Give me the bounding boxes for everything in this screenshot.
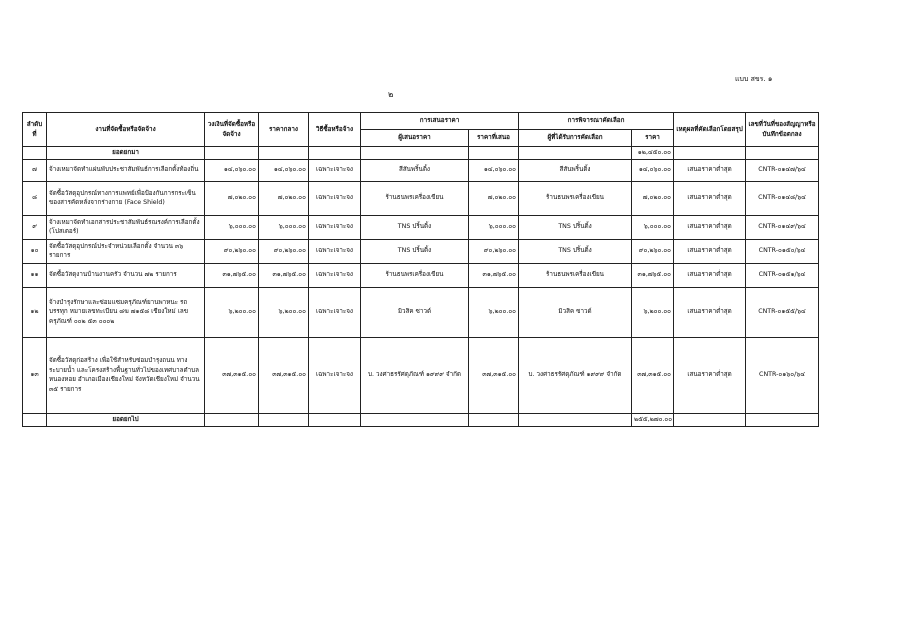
cell-no: ๗: [23, 159, 47, 181]
cell-median: ๙๐,๒๖๐.๐๐: [259, 239, 309, 263]
cell-work: จัดซื้อวัสดุก่อสร้าง เพื่อใช้สำหรับซ่อมบำรุงถนน ทางระบายน้ำ และโครงสร้างพื้นฐานทั่วไปของเทศบาลตำบลหนองหอย อำเภอเมืองเชียงใหม่ จังหวัดเชียงใหม่ จำนวน ๓๕ รายการ: [47, 337, 205, 413]
header-row: [23, 113, 819, 130]
cell-median: ๖,๒๐๐.๐๐: [259, 287, 309, 337]
cell: [519, 413, 632, 426]
cell: [746, 147, 819, 160]
cell-price: ๖,๐๐๐.๐๐: [632, 215, 674, 239]
cell: [674, 413, 746, 426]
cell-bid-price: ๓๑,๗๖๕.๐๐: [469, 263, 519, 287]
header-price: ราคา: [632, 130, 674, 147]
cell: [23, 147, 47, 160]
cell-no: ๑๑: [23, 263, 47, 287]
header-contract: เลขที่วันที่ของสัญญาหรือบันทึกข้อตกลง: [746, 113, 819, 147]
cell: [309, 413, 361, 426]
cell-reason: เสนอราคาต่ำสุด: [674, 239, 746, 263]
cell-work: จ้างเหมาจัดทำเอกสารประชาสัมพันธ์รณรงค์การเลือกตั้ง (โปสเตอร์): [47, 215, 205, 239]
cell: [309, 147, 361, 160]
cell-budget: ๖,๐๐๐.๐๐: [205, 215, 259, 239]
cell: [259, 413, 309, 426]
cell-bidder: TNS ปริ้นติ้ง: [361, 215, 469, 239]
cell-contract: CNTR-๐๑๔๙/๖๔: [746, 215, 819, 239]
cell-bid-price: ๖,๐๐๐.๐๐: [469, 215, 519, 239]
header-bidder: ผู้เสนอราคา: [361, 130, 469, 147]
table-row: [23, 159, 819, 181]
cell-work: จ้างเหมาจัดทำแผ่นพับประชาสัมพันธ์การเลือกตั้งท้องถิ่น: [47, 159, 205, 181]
table-row: [23, 263, 819, 287]
procurement-table: [22, 112, 819, 427]
cell-median: ๖,๐๐๐.๐๐: [259, 215, 309, 239]
cell-bid-price: ๖,๒๐๐.๐๐: [469, 287, 519, 337]
cell-bid-price: ๙๐,๒๖๐.๐๐: [469, 239, 519, 263]
cell-work: จัดซื้อวัสดุงานบ้านงานครัว จำนวน ๗๒ รายการ: [47, 263, 205, 287]
cell-median: ๓๗,๓๑๕.๐๐: [259, 337, 309, 413]
cell-price: ๖,๒๐๐.๐๐: [632, 287, 674, 337]
cell-budget: ๓๗,๓๑๕.๐๐: [205, 337, 259, 413]
form-code: แบบ สขร. ๑: [735, 75, 773, 83]
cell-work: จ้างบำรุงรักษาและซ่อมแซมครุภัณฑ์ยานพาหนะ รถบรรทุก หมายเลขทะเบียน ๘ฆ ๗๑๕๘ เชียงใหม่ เลขครุภัณฑ์ ๐๐๒ ๕๓ ๐๐๐๒: [47, 287, 205, 337]
cell-bid-price: ๗,๐๒๐.๐๐: [469, 181, 519, 215]
cell-method: เฉพาะเจาะจง: [309, 337, 361, 413]
header-budget: วงเงินที่จัดซื้อหรือจัดจ้าง: [205, 113, 259, 147]
cell-work: จัดซื้อวัสดุอุปกรณ์ทางการแพทย์เพื่อป้องกันการกระเซ็นของสารคัดหลั่งจากร่างกาย (Face Shield): [47, 181, 205, 215]
cell-budget: ๑๔,๐๖๐.๐๐: [205, 159, 259, 181]
cell-reason: เสนอราคาต่ำสุด: [674, 159, 746, 181]
cell: [23, 413, 47, 426]
cell-no: ๑๓: [23, 337, 47, 413]
cell-median: ๑๔,๐๖๐.๐๐: [259, 159, 309, 181]
cell: [674, 147, 746, 160]
cell-price: ๓๑,๗๖๕.๐๐: [632, 263, 674, 287]
cell: [205, 147, 259, 160]
cell-method: เฉพาะเจาะจง: [309, 287, 361, 337]
table-row: [23, 181, 819, 215]
cell: [259, 147, 309, 160]
cell-reason: เสนอราคาต่ำสุด: [674, 215, 746, 239]
cell: [746, 413, 819, 426]
cell-no: ๙: [23, 215, 47, 239]
brought-forward-label: ยอดยกมา: [47, 147, 205, 160]
header-method: วิธีซื้อหรือจ้าง: [309, 113, 361, 147]
cell-bid-price: ๑๔,๐๖๐.๐๐: [469, 159, 519, 181]
carried-forward-amount: ๒๕๕,๒๗๐.๐๐: [632, 413, 674, 426]
carried-forward-label: ยอดยกไป: [47, 413, 205, 426]
cell-method: เฉพาะเจาะจง: [309, 239, 361, 263]
cell-bidder: ร้านธนพรเครื่องเขียน: [361, 181, 469, 215]
cell-contract: CNTR-๐๑๕๑/๖๔: [746, 263, 819, 287]
cell-reason: เสนอราคาต่ำสุด: [674, 337, 746, 413]
header-bid-price: ราคาที่เสนอ: [469, 130, 519, 147]
cell-contract: CNTR-๐๑๔๗/๖๔: [746, 159, 819, 181]
cell-winner: ร้านธนพรเครื่องเขียน: [519, 181, 632, 215]
cell-contract: CNTR-๐๑๕๐/๖๔: [746, 239, 819, 263]
header-reason: เหตุผลที่คัดเลือกโดยสรุป: [674, 113, 746, 147]
carried-forward-row: [23, 413, 819, 426]
cell-method: เฉพาะเจาะจง: [309, 181, 361, 215]
cell-budget: ๖,๒๐๐.๐๐: [205, 287, 259, 337]
cell-no: ๘: [23, 181, 47, 215]
cell-bidder: TNS ปริ้นติ้ง: [361, 239, 469, 263]
cell-price: ๗,๐๒๐.๐๐: [632, 181, 674, 215]
table-row: [23, 337, 819, 413]
cell: [469, 147, 519, 160]
cell-budget: ๙๐,๒๖๐.๐๐: [205, 239, 259, 263]
cell: [361, 413, 469, 426]
cell-price: ๑๔,๐๖๐.๐๐: [632, 159, 674, 181]
header-no: ลำดับที่: [23, 113, 47, 147]
header-median: ราคากลาง: [259, 113, 309, 147]
cell: [519, 147, 632, 160]
cell: [205, 413, 259, 426]
cell-winner: บ. วงศาธรรัศดุภัณฑ์ ๑๙๙๙ จำกัด: [519, 337, 632, 413]
cell-bidder: ร้านธนพรเครื่องเขียน: [361, 263, 469, 287]
cell-bidder: มิวสิค ซาวด์: [361, 287, 469, 337]
cell-winner: TNS ปริ้นติ้ง: [519, 239, 632, 263]
cell-budget: ๓๑,๗๖๕.๐๐: [205, 263, 259, 287]
cell-contract: CNTR-๐๑๔๘/๖๔: [746, 181, 819, 215]
cell-winner: สีสันพริ้นติ้ง: [519, 159, 632, 181]
cell-method: เฉพาะเจาะจง: [309, 159, 361, 181]
cell-winner: มิวสิค ซาวด์: [519, 287, 632, 337]
cell-price: ๓๗,๓๑๕.๐๐: [632, 337, 674, 413]
brought-forward-row: [23, 147, 819, 160]
cell-contract: CNTR-๐๑๖๐/๖๔: [746, 337, 819, 413]
cell-winner: TNS ปริ้นติ้ง: [519, 215, 632, 239]
cell-reason: เสนอราคาต่ำสุด: [674, 263, 746, 287]
header-work: งานที่จัดซื้อหรือจัดจ้าง: [47, 113, 205, 147]
header-bid-group: การเสนอราคา: [361, 113, 519, 130]
cell-bidder: สีสันพริ้นติ้ง: [361, 159, 469, 181]
page-number: ๒: [388, 90, 394, 99]
cell-contract: CNTR-๐๑๕๕/๖๔: [746, 287, 819, 337]
table-row: [23, 215, 819, 239]
cell-bidder: บ. วงศาธรรัศดุภัณฑ์ ๑๙๙๙ จำกัด: [361, 337, 469, 413]
cell-method: เฉพาะเจาะจง: [309, 215, 361, 239]
cell-median: ๗,๐๒๐.๐๐: [259, 181, 309, 215]
cell-price: ๙๐,๒๖๐.๐๐: [632, 239, 674, 263]
cell-budget: ๗,๐๒๐.๐๐: [205, 181, 259, 215]
cell-method: เฉพาะเจาะจง: [309, 263, 361, 287]
cell: [361, 147, 469, 160]
cell-work: จัดซื้อวัสดุอุปกรณ์ประจำหน่วยเลือกตั้ง จำนวน ๓๖ รายการ: [47, 239, 205, 263]
cell-no: ๑๒: [23, 287, 47, 337]
cell-bid-price: ๓๗,๓๑๕.๐๐: [469, 337, 519, 413]
table-row: [23, 239, 819, 263]
brought-forward-amount: ๑๒,๔๕๐.๐๐: [632, 147, 674, 160]
header-winner: ผู้ที่ได้รับการคัดเลือก: [519, 130, 632, 147]
cell-no: ๑๐: [23, 239, 47, 263]
table-row: [23, 287, 819, 337]
cell-reason: เสนอราคาต่ำสุด: [674, 181, 746, 215]
cell: [469, 413, 519, 426]
cell-winner: ร้านธนพรเครื่องเขียน: [519, 263, 632, 287]
header-select-group: การพิจารณาคัดเลือก: [519, 113, 674, 130]
cell-median: ๓๑,๗๖๕.๐๐: [259, 263, 309, 287]
cell-reason: เสนอราคาต่ำสุด: [674, 287, 746, 337]
